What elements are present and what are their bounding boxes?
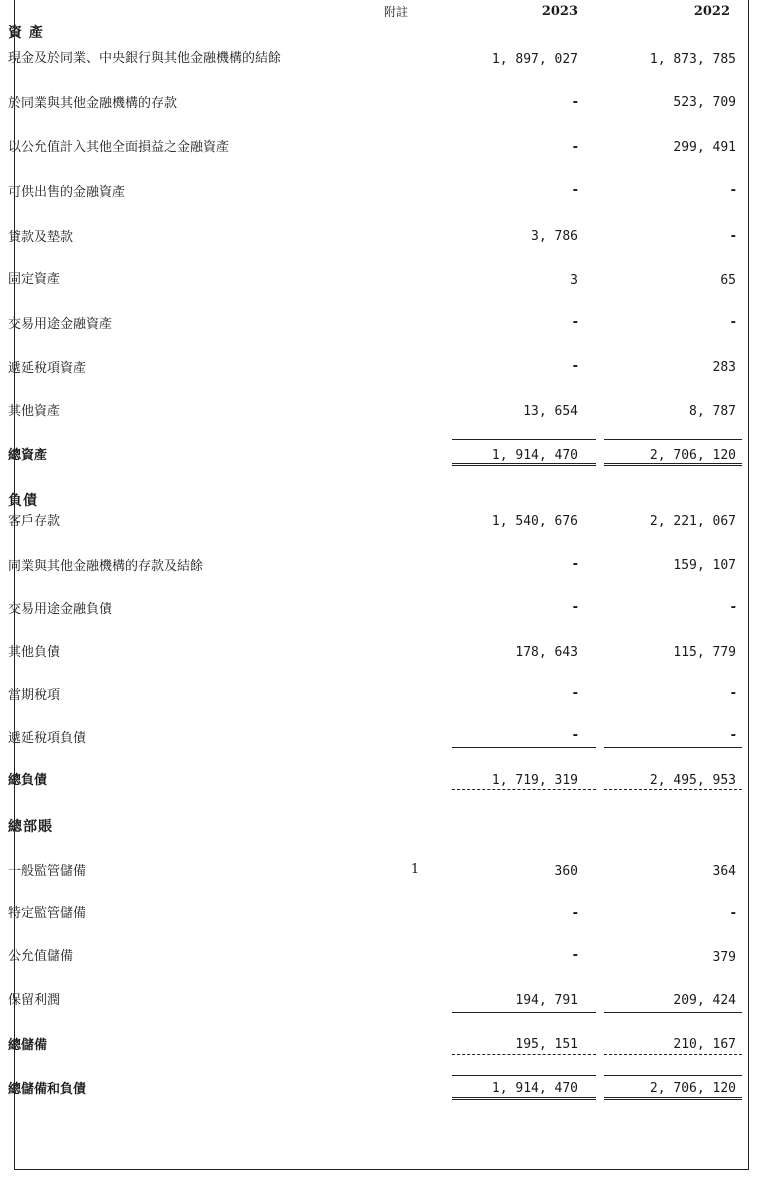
- value-2022-trading-assets: -: [730, 315, 736, 330]
- value-2023-interbank-deposits: -: [572, 95, 578, 110]
- value-2022-loans-advances: -: [730, 229, 736, 244]
- value-2022-interbank-deposits: 523, 709: [673, 95, 736, 110]
- value-2023-afs-assets: -: [572, 183, 578, 198]
- dotted-rule-total-reserves-2022: [604, 1054, 742, 1055]
- value-2022-cash-balances: 1, 873, 785: [649, 52, 736, 67]
- column-header-note: 附註: [384, 5, 409, 19]
- row-label-total-liabilities: 總負債: [8, 773, 48, 788]
- row-label-current-tax: 當期稅項: [8, 688, 61, 703]
- value-2023-trading-assets: -: [572, 315, 578, 330]
- value-2023-total-assets: 1, 914, 470: [491, 448, 578, 463]
- value-2022-deferred-tax-assets: 283: [712, 360, 736, 375]
- row-label-interbank-deposits: 於同業與其他金融機構的存款: [8, 96, 178, 111]
- value-2023-trading-liabilities: -: [572, 600, 578, 615]
- row-label-fvoci-assets: 以公允值計入其他全面損益之金融資產: [8, 140, 230, 155]
- value-2022-deferred-tax-liabilities: -: [730, 728, 736, 743]
- value-2023-loans-advances: 3, 786: [531, 229, 578, 244]
- row-label-total-reserves: 總儲備: [8, 1038, 48, 1053]
- value-2022-total-liabilities: 2, 495, 953: [649, 773, 736, 788]
- value-2022-other-assets: 8, 787: [689, 404, 736, 419]
- value-2022-fvoci-assets: 299, 491: [673, 140, 736, 155]
- value-2023-general-regulatory-reserve: 360: [554, 864, 578, 879]
- row-label-retained-earnings: 保留利潤: [8, 993, 61, 1008]
- row-label-total-assets: 總資產: [8, 448, 48, 463]
- column-header-2022: 2022: [693, 4, 730, 19]
- rule-above-total-liabilities-2023: [452, 747, 596, 748]
- row-label-fixed-assets: 固定資產: [8, 272, 61, 287]
- row-label-fair-value-reserve: 公允值儲備: [8, 949, 74, 964]
- row-label-other-assets: 其他資產: [8, 404, 61, 419]
- value-2022-interbank-liabilities: 159, 107: [673, 558, 736, 573]
- row-label-loans-advances: 貸款及墊款: [8, 230, 74, 245]
- double-rule-total-assets-2023: [452, 463, 596, 466]
- value-2023-deferred-tax-assets: -: [572, 359, 578, 374]
- rule-above-total-liabilities-2022: [604, 747, 742, 748]
- dotted-rule-total-reserves-2023: [452, 1054, 596, 1055]
- section-heading-assets: 資 產: [8, 25, 44, 41]
- value-2023-current-tax: -: [572, 686, 578, 701]
- dotted-rule-total-liabilities-2023: [452, 789, 596, 790]
- row-label-other-liabilities: 其他負債: [8, 645, 61, 660]
- value-2023-fair-value-reserve: -: [572, 948, 578, 963]
- row-label-interbank-liabilities: 同業與其他金融機構的存款及結餘: [8, 559, 204, 574]
- value-2022-total-assets: 2, 706, 120: [649, 448, 736, 463]
- row-label-trading-assets: 交易用途金融資產: [8, 317, 113, 332]
- row-label-general-regulatory-reserve: 一般監管儲備: [8, 864, 87, 879]
- value-2023-retained-earnings: 194, 791: [515, 993, 578, 1008]
- value-2022-fair-value-reserve: 379: [712, 950, 736, 965]
- row-label-trading-liabilities: 交易用途金融負債: [8, 602, 113, 617]
- value-2023-other-assets: 13, 654: [523, 404, 578, 419]
- section-heading-liabilities: 負債: [8, 493, 38, 509]
- rule-above-grand-total-2023: [452, 1075, 596, 1076]
- value-2023-specific-regulatory-reserve: -: [572, 906, 578, 921]
- value-2023-interbank-liabilities: -: [572, 557, 578, 572]
- value-2022-fixed-assets: 65: [720, 273, 736, 288]
- rule-above-total-reserves-2023: [452, 1012, 596, 1013]
- rule-above-grand-total-2022: [604, 1075, 742, 1076]
- rule-above-total-reserves-2022: [604, 1012, 742, 1013]
- value-2022-trading-liabilities: -: [730, 600, 736, 615]
- row-label-customer-deposits: 客戶存款: [8, 514, 61, 529]
- rule-above-total-assets-2022: [604, 439, 742, 440]
- row-label-total-reserves-and-liabilities: 總儲備和負債: [8, 1082, 87, 1097]
- value-2022-current-tax: -: [730, 686, 736, 701]
- value-2023-other-liabilities: 178, 643: [515, 645, 578, 660]
- value-2022-retained-earnings: 209, 424: [673, 993, 736, 1008]
- row-label-afs-assets: 可供出售的金融資產: [8, 185, 126, 200]
- section-heading-head-office-account: 總部賬: [8, 819, 53, 835]
- page-frame-right: [748, 0, 749, 1170]
- row-label-cash-balances: 現金及於同業、中央銀行與其他金融機構的結餘: [8, 51, 282, 66]
- dotted-rule-total-liabilities-2022: [604, 789, 742, 790]
- value-2023-total-liabilities: 1, 719, 319: [491, 773, 578, 788]
- value-2022-afs-assets: -: [730, 183, 736, 198]
- row-label-specific-regulatory-reserve: 特定監管儲備: [8, 906, 87, 921]
- row-label-deferred-tax-liabilities: 遞延稅項負債: [8, 731, 87, 746]
- double-rule-grand-total-2022: [604, 1097, 742, 1100]
- row-label-deferred-tax-assets: 遞延稅項資產: [8, 361, 87, 376]
- value-2022-total-reserves: 210, 167: [673, 1037, 736, 1052]
- value-2023-fixed-assets: 3: [570, 273, 578, 288]
- column-header-2023: 2023: [541, 4, 578, 19]
- value-2022-specific-regulatory-reserve: -: [730, 906, 736, 921]
- double-rule-grand-total-2023: [452, 1097, 596, 1100]
- value-2023-fvoci-assets: -: [572, 140, 578, 155]
- double-rule-total-assets-2022: [604, 463, 742, 466]
- value-2022-total-reserves-and-liabilities: 2, 706, 120: [649, 1081, 736, 1096]
- value-2023-deferred-tax-liabilities: -: [572, 728, 578, 743]
- page-frame-bottom: [14, 1169, 749, 1170]
- rule-above-total-assets-2023: [452, 439, 596, 440]
- value-2023-total-reserves: 195, 151: [515, 1037, 578, 1052]
- value-2022-customer-deposits: 2, 221, 067: [649, 514, 736, 529]
- note-ref-general-regulatory-reserve: 1: [410, 862, 420, 877]
- value-2023-cash-balances: 1, 897, 027: [491, 52, 578, 67]
- value-2023-customer-deposits: 1, 540, 676: [491, 514, 578, 529]
- value-2022-general-regulatory-reserve: 364: [712, 864, 736, 879]
- value-2023-total-reserves-and-liabilities: 1, 914, 470: [491, 1081, 578, 1096]
- value-2022-other-liabilities: 115, 779: [673, 645, 736, 660]
